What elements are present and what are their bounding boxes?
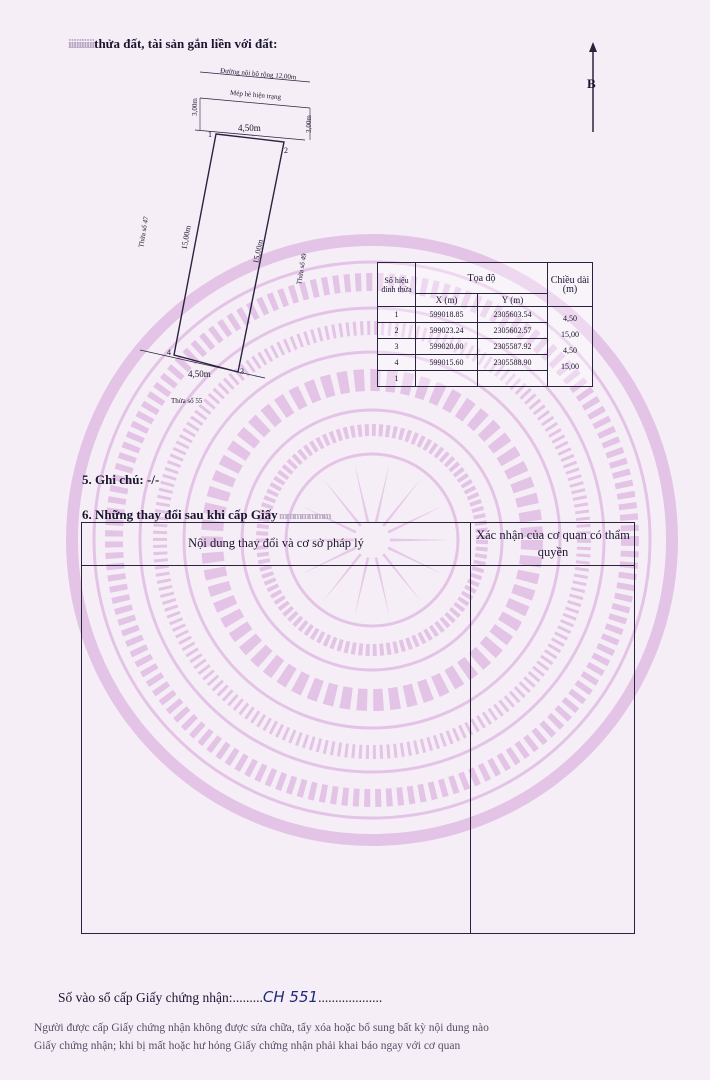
- setback-left-label: 3,00m: [190, 98, 199, 116]
- changes-table: [81, 522, 635, 934]
- neighbor-bottom-label: Thửa số 55: [171, 397, 203, 405]
- table-row: 2 599023.24 2305602.57 15,00: [378, 323, 593, 339]
- section-heading: iiiiiiiiiithửa đất, tài sản gắn liền với đất:: [68, 36, 278, 51]
- setback-right-label: 3,00m: [304, 115, 313, 133]
- col-header-vertex: Số hiệu đỉnh thửa: [378, 263, 416, 307]
- bottom-width-label: 4,50m: [188, 369, 211, 379]
- star-ray: [375, 462, 390, 523]
- footer-line-2: Giấy chứng nhận; khi bị mất hoặc hư hỏng Giấy chứng nhận phải khai báo ngay với cơ quan: [34, 1040, 461, 1052]
- registry-line: Số vào sổ cấp Giấy chứng nhận:.........CH 551...................: [58, 988, 383, 1006]
- neighbor-right-label: Thửa số 49: [295, 252, 309, 286]
- north-label: B: [587, 76, 596, 91]
- vertex-2-label: 2: [284, 146, 288, 155]
- top-width-label: 4,50m: [238, 123, 261, 133]
- col-header-confirm: Xác nhận của cơ quan có thẩm quyền: [476, 528, 630, 559]
- table-row: 1 599018.85 2305603.54 4,50: [378, 307, 593, 323]
- road-line-bottom: [200, 98, 310, 108]
- vertex-1-label: 1: [208, 130, 212, 139]
- handwritten-number: CH 551: [262, 988, 319, 1006]
- col-header-length: Chiều dài (m): [548, 263, 593, 307]
- road-label: Đường nội bộ rộng 12,00m: [219, 66, 297, 82]
- col-header-coords: Tọa độ: [416, 263, 548, 294]
- parcel-map: [130, 60, 380, 410]
- changes-heading: 6. Những thay đổi sau khi cấp Giấy mmmmmmm: [82, 507, 331, 522]
- notes-label: 5. Ghi chú: -/-: [82, 472, 160, 487]
- neighbor-left-label: Thửa số 47: [137, 215, 151, 249]
- col-header-y: Y (m): [478, 294, 548, 307]
- vertex-3-label: 3: [240, 367, 244, 376]
- right-length-label: 15,00m: [251, 238, 266, 265]
- footer-line-1: Người được cấp Giấy chứng nhận không được sửa chữa, tẩy xóa hoặc bổ sung bất kỳ nội dung nào: [34, 1022, 489, 1034]
- table-row: 3 599020.00 2305587.92 4,50: [378, 339, 593, 355]
- table-row: 4 599015.60 2305588.90 15,00: [378, 355, 593, 371]
- vertex-4-label: 4: [167, 348, 171, 357]
- parcel-polygon: [174, 134, 284, 372]
- edge-label: Mép hè hiện trạng: [229, 88, 282, 102]
- col-header-content: Nội dung thay đổi và cơ sở pháp lý: [188, 536, 364, 550]
- left-length-label: 15,00m: [179, 224, 193, 251]
- star-ray: [354, 462, 369, 523]
- table-row: 1: [378, 371, 593, 387]
- coordinate-table: [377, 262, 593, 387]
- col-header-x: X (m): [416, 294, 478, 307]
